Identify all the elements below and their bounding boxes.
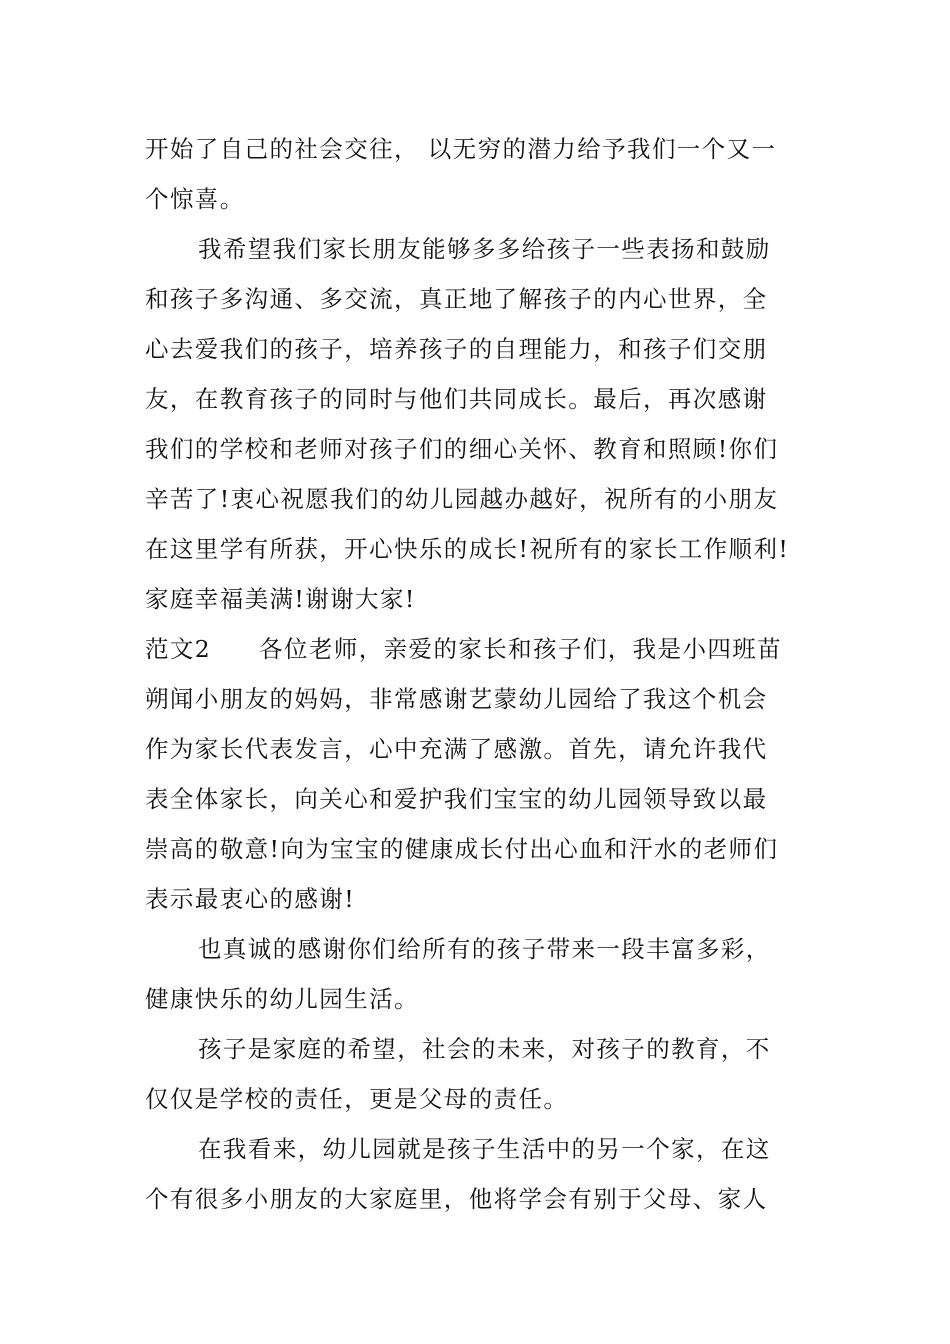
paragraph-line: 家庭幸福美满!谢谢大家!	[145, 585, 416, 613]
paragraph-line: 在这里学有所获，开心快乐的成长!祝所有的家长工作顺利!	[145, 535, 790, 563]
paragraph-2	[145, 224, 825, 624]
paragraph-line	[145, 624, 825, 674]
paragraph-line: 孩子是家庭的希望，社会的未来，对孩子的教育，不	[198, 1035, 771, 1063]
sample-heading: 范文2	[145, 635, 212, 663]
paragraph-line: 作为家长代表发言，心中充满了感激。首先，请允许我代	[145, 735, 768, 763]
paragraph-line: 我们的学校和老师对孩子们的细心关怀、教育和照顾!你们	[145, 435, 779, 463]
paragraph-line: 个惊喜。	[145, 185, 245, 213]
paragraph-line: 表全体家长，向关心和爱护我们宝宝的幼儿园领导致以最	[145, 785, 768, 813]
paragraph-line: 开始了自己的社会交往， 以无穷的潜力给予我们一个又一	[145, 135, 777, 163]
paragraph-5	[145, 1024, 825, 1124]
paragraph-line-text: 各位老师，亲爱的家长和孩子们，我是小四班苗	[259, 635, 783, 663]
paragraph-line: 友，在教育孩子的同时与他们共同成长。最后，再次感谢	[145, 385, 768, 413]
paragraph-line: 健康快乐的幼儿园生活。	[145, 985, 419, 1013]
paragraph-3	[145, 624, 825, 924]
paragraph-line: 也真诚的感谢你们给所有的孩子带来一段丰富多彩，	[198, 935, 771, 963]
paragraph-4	[145, 924, 825, 1024]
paragraph-6	[145, 1124, 825, 1224]
paragraph-line: 个有很多小朋友的大家庭里，他将学会有别于父母、家人	[145, 1185, 768, 1213]
document-body	[145, 124, 825, 1224]
paragraph-line: 我希望我们家长朋友能够多多给孩子一些表扬和鼓励	[198, 235, 771, 263]
paragraph-1	[145, 124, 825, 224]
paragraph-line: 心去爱我们的孩子，培养孩子的自理能力，和孩子们交朋	[145, 335, 768, 363]
paragraph-line: 和孩子多沟通、多交流，真正地了解孩子的内心世界，全	[145, 285, 768, 313]
paragraph-line: 崇高的敬意!向为宝宝的健康成长付出心血和汗水的老师们	[145, 835, 779, 863]
paragraph-line: 表示最衷心的感谢!	[145, 885, 356, 913]
paragraph-line: 辛苦了!衷心祝愿我们的幼儿园越办越好，祝所有的小朋友	[145, 485, 779, 513]
paragraph-line: 仅仅是学校的责任，更是父母的责任。	[145, 1085, 569, 1113]
paragraph-line: 在我看来，幼儿园就是孩子生活中的另一个家，在这	[198, 1135, 771, 1163]
paragraph-line: 朔闻小朋友的妈妈，非常感谢艺蒙幼儿园给了我这个机会	[145, 685, 768, 713]
